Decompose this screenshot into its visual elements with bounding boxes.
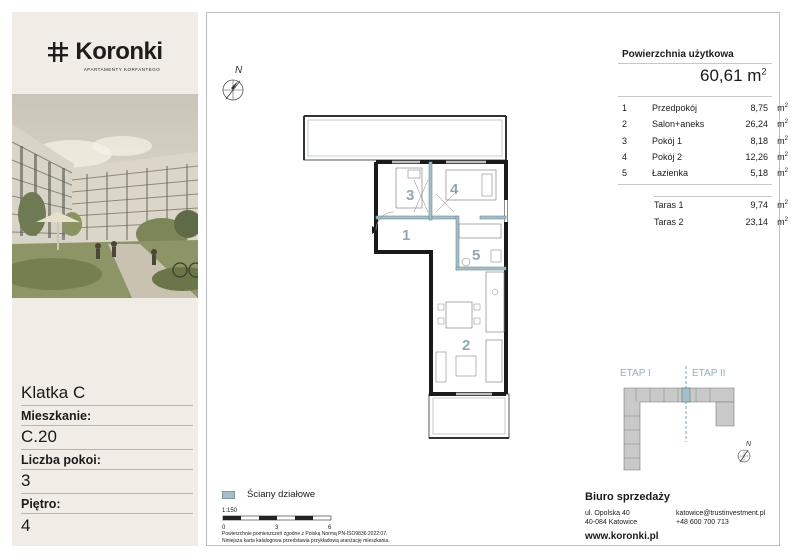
north-label: N — [235, 65, 243, 76]
legend — [222, 489, 315, 500]
unit-label: Mieszkanie: — [21, 409, 92, 423]
terrace-row — [654, 197, 788, 214]
sales-address — [585, 509, 637, 527]
terrace-area: 9,74 — [750, 200, 768, 211]
terraces-table — [654, 197, 788, 230]
scale-ratio: 1:150 — [222, 508, 238, 514]
apartment-floor-plan — [296, 112, 536, 442]
sales-contact — [676, 509, 765, 527]
scale-bar — [222, 508, 334, 532]
room-name: Łazienka — [652, 168, 689, 179]
scale-tick-6: 6 — [328, 525, 332, 531]
terrace-2 — [429, 394, 509, 438]
room-number: 2 — [622, 119, 628, 130]
terrace-area: 23,14 — [745, 216, 768, 227]
terrace-1 — [304, 116, 506, 160]
north-compass-icon — [221, 63, 253, 107]
room-unit: $m^2$ — [777, 168, 788, 179]
room-area: 26,24 — [745, 119, 768, 130]
room-area: 8,75 — [750, 103, 768, 114]
exterior-walls — [376, 162, 506, 394]
room-unit: $m^2$ — [777, 152, 788, 163]
room-4-label: 4 — [450, 181, 459, 198]
room-name: Salon+aneks — [652, 119, 705, 130]
brand-name: Koronki — [75, 38, 163, 65]
sales-email-link[interactable]: katowice@trustinvestment.pl — [676, 510, 766, 517]
room-2-label: 2 — [462, 337, 471, 354]
room-number: 4 — [622, 152, 628, 163]
terrace-unit: $m^2$ — [777, 200, 788, 211]
stage-2-label: ETAP II — [692, 368, 726, 379]
room-unit: $m^2$ — [777, 103, 788, 114]
divider — [618, 184, 772, 185]
room-name: Pokój 1 — [652, 135, 683, 146]
staircase-value: Klatka C — [21, 383, 86, 402]
room-name: Przedpokój — [652, 103, 698, 114]
room-number: 3 — [622, 135, 628, 146]
building-render-image — [12, 94, 198, 298]
sales-city: 40-084 Katowice — [585, 519, 638, 526]
sales-office-title: Biuro sprzedaży — [585, 491, 670, 503]
fine-print-line-2: Niniejsza karta katalogowa przedstawia przykładową aranżację mieszkania. — [222, 538, 390, 544]
room-area: 12,26 — [745, 152, 768, 163]
apartment-info — [21, 380, 193, 538]
room-area: 5,18 — [750, 168, 768, 179]
unit-value: C.20 — [21, 427, 57, 446]
room-area: 8,18 — [750, 135, 768, 146]
usable-area-total: 60,61 $m^2$ — [700, 66, 767, 85]
rooms-label: Liczba pokoi: — [21, 453, 101, 467]
room-unit: $m^2$ — [777, 119, 788, 130]
room-unit: $m^2$ — [777, 135, 788, 146]
room-5-label: 5 — [472, 247, 481, 264]
room-row — [622, 116, 788, 132]
building-key-map — [616, 366, 766, 476]
left-panel — [12, 12, 198, 546]
sales-street: ul. Opolska 40 — [585, 510, 630, 517]
divider — [618, 96, 772, 97]
brand-logo — [12, 38, 198, 72]
terrace-unit: $m^2$ — [777, 216, 788, 227]
room-1-label: 1 — [402, 227, 411, 244]
scale-tick-3: 3 — [275, 525, 279, 531]
terrace-name: Taras 2 — [654, 216, 684, 227]
keymap-north-label: N — [746, 441, 752, 448]
stage-1-label: ETAP I — [620, 368, 651, 379]
divider — [618, 63, 772, 64]
room-row — [622, 100, 788, 116]
rooms-table — [622, 100, 788, 181]
room-number: 1 — [622, 103, 628, 114]
room-row — [622, 165, 788, 181]
rooms-value: 3 — [21, 471, 31, 490]
partition-swatch — [222, 491, 235, 499]
scale-tick-0: 0 — [222, 525, 226, 531]
room-row — [622, 149, 788, 165]
koronki-logo-icon — [47, 41, 69, 63]
terrace-name: Taras 1 — [654, 200, 684, 211]
room-name: Pokój 2 — [652, 152, 683, 163]
floor-label: Piętro: — [21, 497, 61, 511]
room-row — [622, 133, 788, 149]
sales-phone-link[interactable]: +48 600 700 713 — [676, 519, 729, 526]
usable-area-title: Powierzchnia użytkowa — [622, 49, 734, 60]
website-link[interactable]: www.koronki.pl — [585, 531, 659, 542]
terrace-row — [654, 214, 788, 231]
floor-value: 4 — [21, 516, 31, 535]
legend-walls-label: Ściany działowe — [247, 489, 316, 500]
brand-tagline: APARTAMENTY KORFANTEGO — [83, 67, 161, 72]
fine-print — [222, 531, 502, 545]
room-number: 5 — [622, 168, 628, 179]
fine-print-line-1: Powierzchnie pomieszczeń zgodne z Polską Normą PN-ISO9836:2022:07. — [222, 531, 388, 537]
room-3-label: 3 — [406, 187, 415, 204]
